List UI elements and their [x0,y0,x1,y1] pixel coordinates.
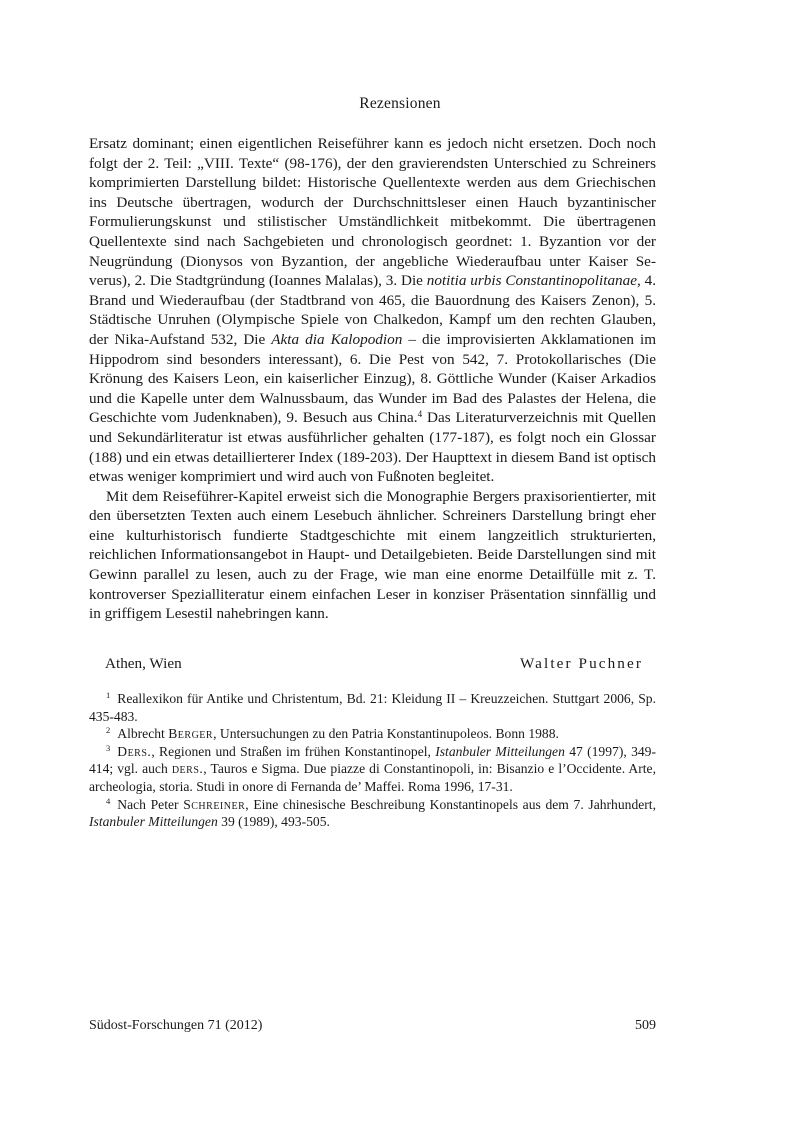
footnotes [89,690,656,831]
body-text [89,134,656,624]
footnote-3 [89,743,656,796]
footnote-text: Albrecht [117,726,169,742]
author-name: ders. [171,761,204,777]
footnote-text: 47 (1997), 349-414; vgl. auch [89,743,656,777]
footnote-text: , Eine chinesische Beschreibung Konstantinopels aus dem 7. Jahrhundert, [245,796,656,812]
footnote-text: Reallexikon für Antike und Christentum, Bd. 21: Kleidung II – Kreuzzeichen. Stuttgart 2006, Sp. 435-483. [89,691,656,724]
paragraph-2: Mit dem Reiseführer-Kapitel erweist sich die Monographie Bergers praxisorientierter, mit den übersetzten Texten auch einem Lesebuch ähnlicher. Schreiners Darstellung bringt eher eine kulturhistorisch fundierte Stadtgeschichte mit einem langzeitlich strukturierten, reichlichen Informationsangebot in Haupt- und Detailgebieten. Beide Darstellungen sind mit Gewinn parallel zu lesen, auch zu der Frage, wie man eine enorme Detailfülle mit z. T. kontroverser Spezialliteratur einem einfachen Leser in konziser Präsentation sinnfällig und in griffigem Lesestil nahebringen kann. [89,487,656,623]
text-run: Ersatz dominant; einen eigentlichen Reiseführer kann es jedoch nicht ersetzen. Doch noch folgt der 2. Teil: „VIII. Texte“ (98-176), der den gravierendsten Unterschied zu Schreiners komprimierten Darstellung bildet: Historische Quellentexte werden aus dem Griechischen ins Deutsche übertragen, wodurch der Durchschnittsleser einen Hauch byzantinischer Formulierungskunst und stilistischer Umständlichkeit mitbekommt. Die übertragenen Quellentexte sind nach Sachgebieten und chronologisch geordnet: 1. Byzantion vor der Neugründung (Dionysos von Byzantion, der angebliche Wiederaufbau unter Kaiser Severus), 2. Die Stadtgründung (Ioannes Malalas), 3. Die [89,135,656,290]
footnote-text: , Untersuchungen zu den Patria Konstantinupoleos. Bonn 1988. [213,726,559,742]
page-number: 509 [635,1018,656,1033]
signature-place: Athen, Wien [105,655,182,672]
running-head: Rezensionen [359,95,441,112]
author-name: Schreiner [183,796,246,812]
footnote-2 [89,725,656,743]
italic-title: notitia urbis Constantinopolitanae [426,272,637,290]
footnote-text: Nach Peter [117,796,184,812]
footnote-4 [89,796,656,831]
italic-title: Istanbuler Mitteilungen [435,743,565,759]
paragraph-1 [89,134,656,487]
text-run: Das Literaturverzeichnis mit Quellen und Sekundärliteratur ist etwas ausführlicher gehalten (177-187), es folgt noch ein Glossar (188) und ein etwas detaillierterer Index (189-203). Der Haupttext in diesem Band ist optisch etwas weniger komprimiert und wird auch von Fußnoten begleitet. [89,409,656,486]
footnote-text: , Tauros e Sigma. Due piazze di Constantinopoli, in: Bisanzio e l’Occidente. Arte, archeologia, storia. Studi in onore di Fernanda de’ Maffei. Roma 1996, 17-31. [89,761,656,794]
author-name: Ders. [117,743,152,759]
footnote-text: 39 (1989), 493-505. [217,814,330,830]
text-run: – die improvisierten Akklamationen im Hippodrom sind besonders interessant), 6. Die Pest von 542, 7. Protokollarisches (Die Krönung des Kaisers Leon, ein kaiserlicher Einzug), 8. Göttliche Wunder (Kaiser Arkadios und die Kapelle unter dem Walnussbaum, das Wunder im Bad des Palastes der Helena, die Geschichte vom Judenknaben), 9. Besuch aus China. [89,330,657,427]
page-footer [89,1018,656,1034]
italic-title: Akta dia Kalopodion [271,330,403,348]
footnote-number: 2 [106,725,111,736]
author-name: Berger [168,726,214,742]
footnote-text: , Regionen und Straßen im frühen Konstantinopel, [151,743,436,759]
footnote-number: 1 [106,690,111,700]
signature-author: Walter Puchner [519,655,643,672]
footnote-number: 4 [106,795,111,806]
journal-citation: Südost-Forschungen 71 (2012) [89,1018,263,1033]
footnote-number: 3 [106,742,111,753]
italic-title: Istanbuler Mitteilungen [89,814,218,830]
footnote-1 [89,690,656,725]
signature [105,655,643,673]
footnote-ref: 4 [417,409,423,420]
text-run: , 4. Brand und Wiederaufbau (der Stadtbrand von 465, die Bauordnung des Kaisers Zenon), 5. Städtische Unruhen (Olympische Spiele von Chalkedon, Kampf um den rechten Glauben, der Nika-Aufstand 532, Die [89,272,656,348]
